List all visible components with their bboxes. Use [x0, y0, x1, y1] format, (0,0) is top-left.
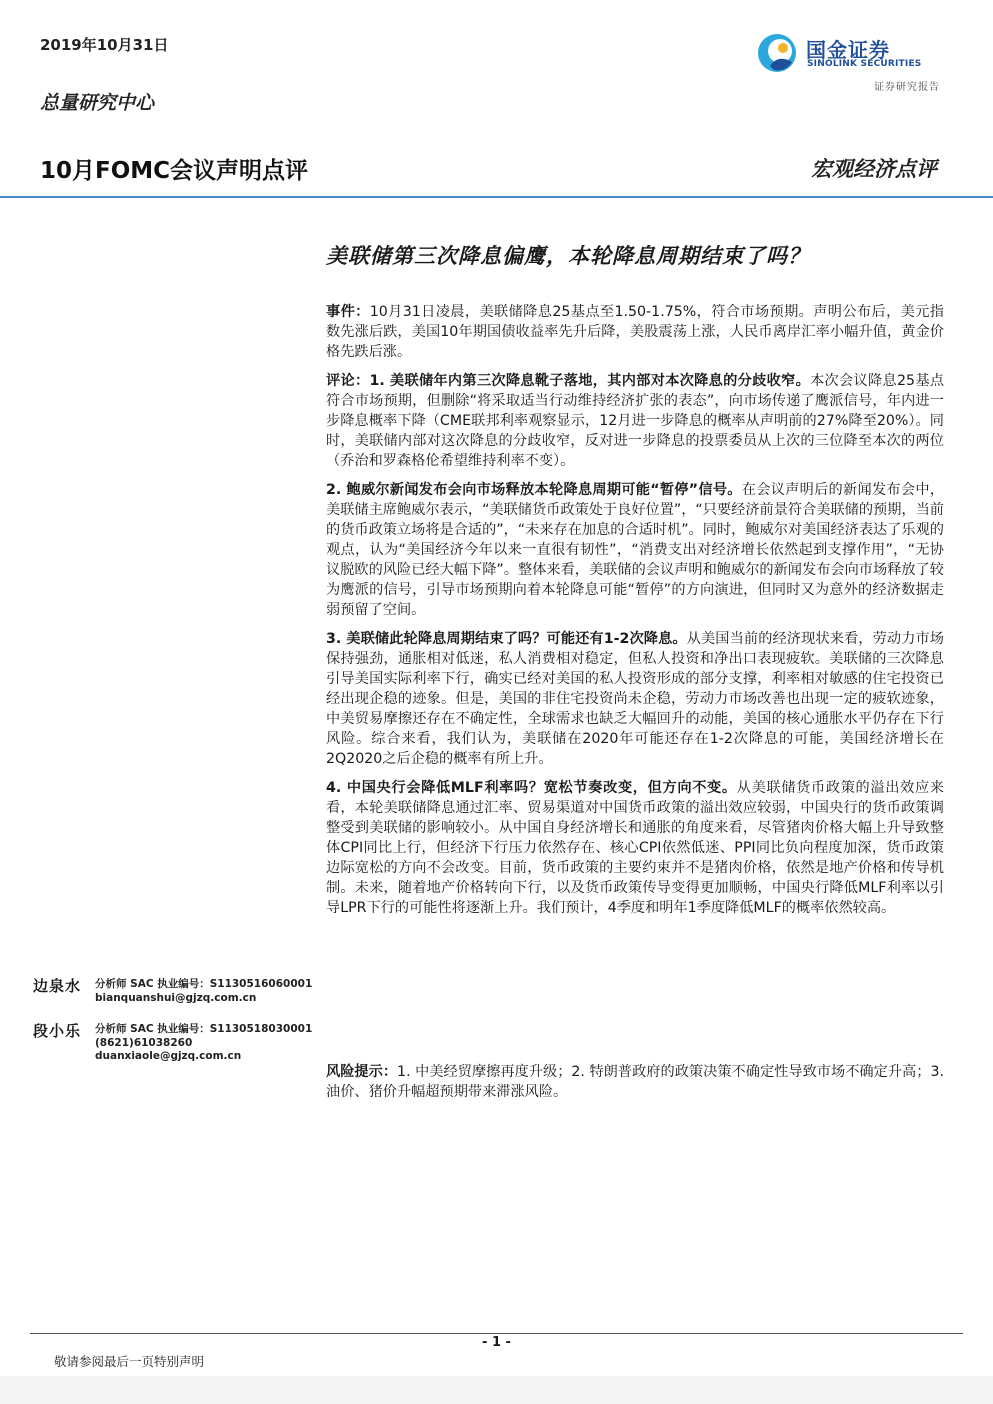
logo-mark-icon: [756, 32, 798, 74]
analyst-name: 边泉水: [33, 977, 82, 995]
report-body: [326, 302, 944, 927]
analyst-email: bianquanshui@gjzq.com.cn: [95, 991, 257, 1004]
event-label: 事件：: [326, 304, 370, 320]
point4-heading: 4. 中国央行会降低MLF利率吗？宽松节奏改变，但方向不变。: [326, 780, 737, 796]
footer-divider: [30, 1333, 963, 1334]
analyst-info: [95, 978, 312, 1005]
report-date: 2019年10月31日: [40, 36, 169, 54]
point2-heading: 2. 鲍威尔新闻发布会向市场释放本轮降息周期可能“暂停”信号。: [326, 482, 742, 498]
analyst-name: 段小乐: [33, 1022, 82, 1040]
risk-paragraph: [326, 1062, 944, 1102]
comment-paragraph: [326, 371, 944, 471]
point2-text: 在会议声明后的新闻发布会中，美联储主席鲍威尔表示，“美联储货币政策处于良好位置”，“只要经济前景符合美联储的预期，当前的货币政策立场将是合适的”，“未来存在加息的合适时机”。同时，鲍威尔对美国经济表达了乐观的观点，认为“美国经济今年以来一直很有韧性”，“消费支出对经济增长依然起到支撑作用”，“无协议脱欧的风险已经大幅下降”。整体来看，美联储的会议声明和鲍威尔的新闻发布会向市场释放了较为鹰派的信号，引导市场预期向着本轮降息可能“暂停”的方向演进，但同时又为意外的经济数据走弱预留了空间。: [326, 482, 944, 618]
analyst-info: [95, 1023, 312, 1064]
report-title: 10月FOMC会议声明点评: [40, 158, 309, 184]
point4-text: 从美联储货币政策的溢出效应来看，本轮美联储降息通过汇率、贸易渠道对中国货币政策的溢出效应较弱，中国央行的货币政策调整受到美联储的影响较小。从中国自身经济增长和通胀的角度来看，尽管猪肉价格大幅上升导致整体CPI同比上行，但经济下行压力依然存在、核心CPI依然低迷、PPI同比负向程度加深，货币政策边际宽松的方向不会改变。目前，货币政策的主要约束并不是猪肉价格，依然是地产价格和传导机制。未来，随着地产价格转向下行，以及货币政策传导变得更加顺畅，中国央行降低MLF利率以引导LPR下行的可能性将逐渐上升。我们预计，4季度和明年1季度降低MLF的概率依然较高。: [326, 780, 944, 916]
report-category: 宏观经济点评: [811, 156, 937, 181]
point1-heading: 1. 美联储年内第三次降息靴子落地，其内部对本次降息的分歧收窄。: [369, 373, 811, 389]
point3-heading: 3. 美联储此轮降息周期结束了吗？可能还有1-2次降息。: [326, 631, 687, 647]
event-text: 10月31日凌晨，美联储降息25基点至1.50-1.75%，符合市场预期。声明公布后，美元指数先涨后跌，美国10年期国债收益率先升后降，美股震荡上涨，人民币离岸汇率小幅升值，黄金价格先跌后涨。: [326, 304, 944, 360]
bottom-band: [0, 1376, 993, 1404]
analyst-title: 分析师 SAC 执业编号：S1130518030001: [95, 1023, 313, 1035]
page-number: - 1 -: [482, 1335, 511, 1350]
disclaimer-note: 敬请参阅最后一页特别声明: [54, 1354, 205, 1369]
risk-text: 1. 中美经贸摩擦再度升级；2. 特朗普政府的政策决策不确定性导致市场不确定升高；3. 油价、猪价升幅超预期带来滞涨风险。: [326, 1064, 944, 1100]
company-logo: [756, 32, 946, 92]
analyst-card: [33, 1020, 313, 1070]
logo-subtitle: 证券研究报告: [874, 82, 940, 93]
event-paragraph: [326, 302, 944, 362]
point3-text: 从美国当前的经济现状来看，劳动力市场保持强劲，通胀相对低迷，私人消费相对稳定，但私人投资和净出口表现疲软。美联储的三次降息引导美国实际利率下行，确实已经对美国的私人投资形成的部分支撑，利率相对敏感的住宅投资已经出现企稳的迹象。但是，美国的非住宅投资尚未企稳，劳动力市场改善也出现一定的疲软迹象，中美贸易摩擦还存在不确定性，全球需求也缺乏大幅回升的动能，美国的核心通胀水平仍存在下行风险。综合来看，我们认为，美联储在2020年可能还存在1-2次降息的可能，美国经济增长在2Q2020之后企稳的概率有所上升。: [326, 631, 944, 767]
research-center: 总量研究中心: [40, 92, 155, 114]
analyst-card: [33, 975, 313, 1015]
risk-label: 风险提示：: [326, 1064, 398, 1080]
analyst-title: 分析师 SAC 执业编号：S1130516060001: [95, 978, 313, 990]
comment-label: 评论：: [326, 373, 370, 389]
header-divider: [0, 196, 993, 198]
point3-paragraph: [326, 629, 944, 769]
logo-cn-text: 国金证券: [806, 38, 890, 62]
headline: 美联储第三次降息偏鹰，本轮降息周期结束了吗？: [326, 243, 810, 268]
logo-en-text: SINOLINK SECURITIES: [807, 59, 922, 69]
point2-paragraph: [326, 480, 944, 620]
point4-paragraph: [326, 778, 944, 918]
point1-text: 本次会议降息25基点符合市场预期，但删除“将采取适当行动维持经济扩张的表态”，向市场传递了鹰派信号，年内进一步降息概率下降（CME联邦利率观察显示，12月进一步降息的概率从声明前的27%降至20%）。同时，美联储内部对这次降息的分歧收窄，反对进一步降息的投票委员从上次的三位降至本次的两位（乔治和罗森格伦希望维持利率不变）。: [326, 373, 945, 469]
analyst-phone: (8621)61038260: [95, 1036, 193, 1049]
analyst-email: duanxiaole@gjzq.com.cn: [95, 1050, 242, 1062]
